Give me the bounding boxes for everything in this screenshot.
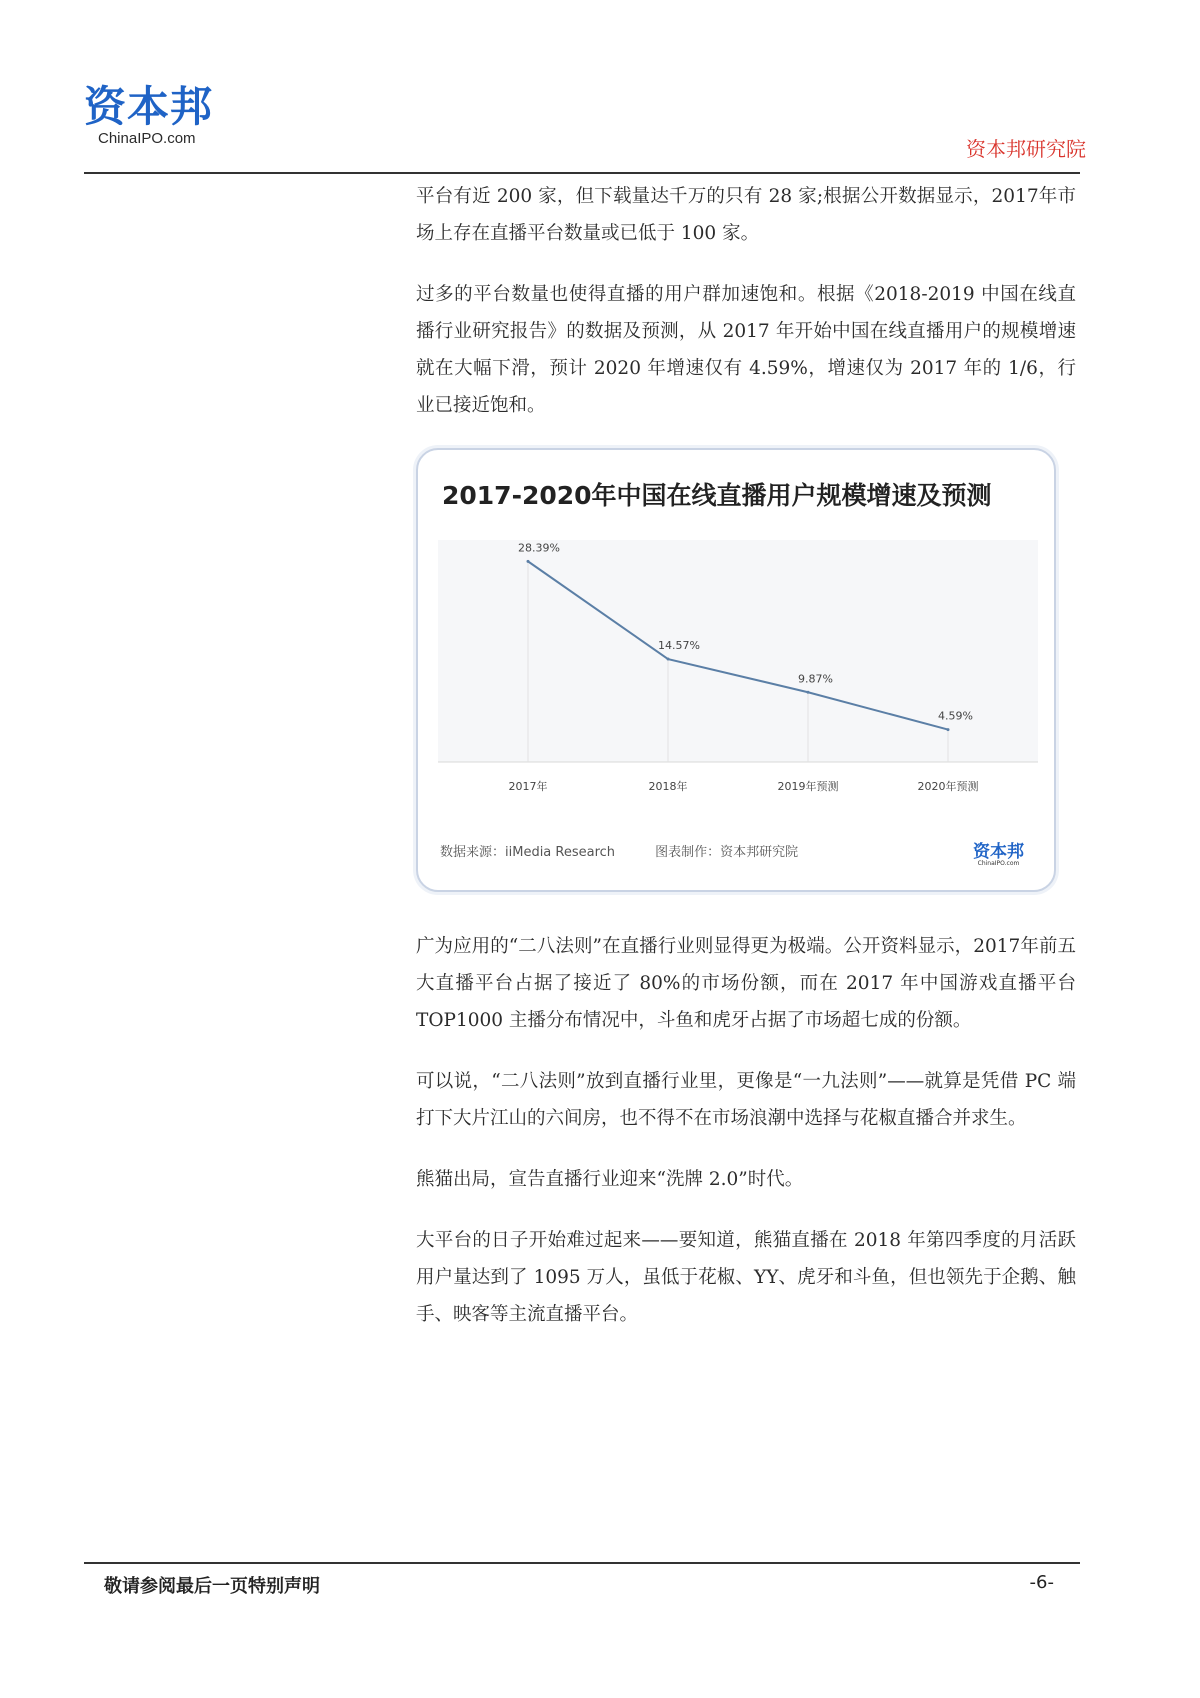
paragraph: 广为应用的“二八法则”在直播行业则显得更为极端。公开资料显示，2017年前五大直播平台占据了接近了 80%的市场份额，而在 2017 年中国游戏直播平台 TOP1000 主播分布情况中，斗鱼和虎牙占据了市场超七成的份额。 [416, 936, 1076, 1031]
institute-name: 资本邦研究院 [966, 137, 1086, 161]
data-label: 14.57% [658, 639, 700, 653]
article-body [416, 178, 1076, 1357]
chart-logo [973, 844, 1024, 867]
page-number: -6- [1029, 1572, 1054, 1593]
logo-domain: ChinaIPO.com [98, 130, 196, 147]
chart-source-row [440, 841, 834, 860]
data-label: 9.87% [798, 672, 833, 686]
company-logo [84, 84, 213, 147]
data-label: 4.59% [938, 709, 973, 723]
paragraph: 大平台的日子开始难过起来——要知道，熊猫直播在 2018 年第四季度的月活跃用户量达到了 1095 万人，虽低于花椒、YY、虎牙和斗鱼，但也领先于企鹅、触手、映客等主流直播平台。 [416, 1230, 1076, 1325]
footer-disclaimer: 敬请参阅最后一页特别声明 [104, 1576, 320, 1597]
chart-producer: 图表制作：资本邦研究院 [655, 845, 799, 860]
footer-divider [84, 1562, 1080, 1564]
data-point [527, 560, 530, 563]
chart-source: 数据来源：iiMedia Research [440, 845, 616, 860]
paragraph: 平台有近 200 家，但下载量达千万的只有 28 家;根据公开数据显示，2017年市场上存在直播平台数量或已低于 100 家。 [416, 186, 1076, 244]
data-point [947, 728, 950, 731]
chart-plot [418, 450, 1054, 890]
data-label: 28.39% [518, 541, 560, 555]
chart-logo-wordmark: 资本邦 [973, 842, 1024, 862]
logo-wordmark: 资本邦 [84, 82, 214, 131]
data-point [807, 691, 810, 694]
data-point [667, 658, 670, 661]
x-tick-label: 2018年 [648, 780, 688, 793]
x-tick-label: 2020年预测 [917, 780, 979, 793]
paragraph: 过多的平台数量也使得直播的用户群加速饱和。根据《2018-2019 中国在线直播行业研究报告》的数据及预测，从 2017 年开始中国在线直播用户的规模增速就在大幅下滑，预计 2020 年增速仅有 4.59%，增速仅为 2017 年的 1/6，行业已接近饱和。 [416, 284, 1076, 416]
paragraph: 可以说，“二八法则”放到直播行业里，更像是“一九法则”——就算是凭借 PC 端打下大片江山的六间房，也不得不在市场浪潮中选择与花椒直播合并求生。 [416, 1071, 1076, 1129]
x-tick-label: 2017年 [508, 780, 548, 793]
header-divider [84, 172, 1080, 174]
x-tick-label: 2019年预测 [777, 780, 839, 793]
paragraph: 熊猫出局，宣告直播行业迎来“洗牌 2.0”时代。 [416, 1169, 804, 1190]
chart-title: 2017-2020年中国在线直播用户规模增速及预测 [442, 481, 992, 510]
growth-chart [416, 448, 1056, 892]
chart-logo-domain: ChinaIPO.com [977, 860, 1020, 867]
